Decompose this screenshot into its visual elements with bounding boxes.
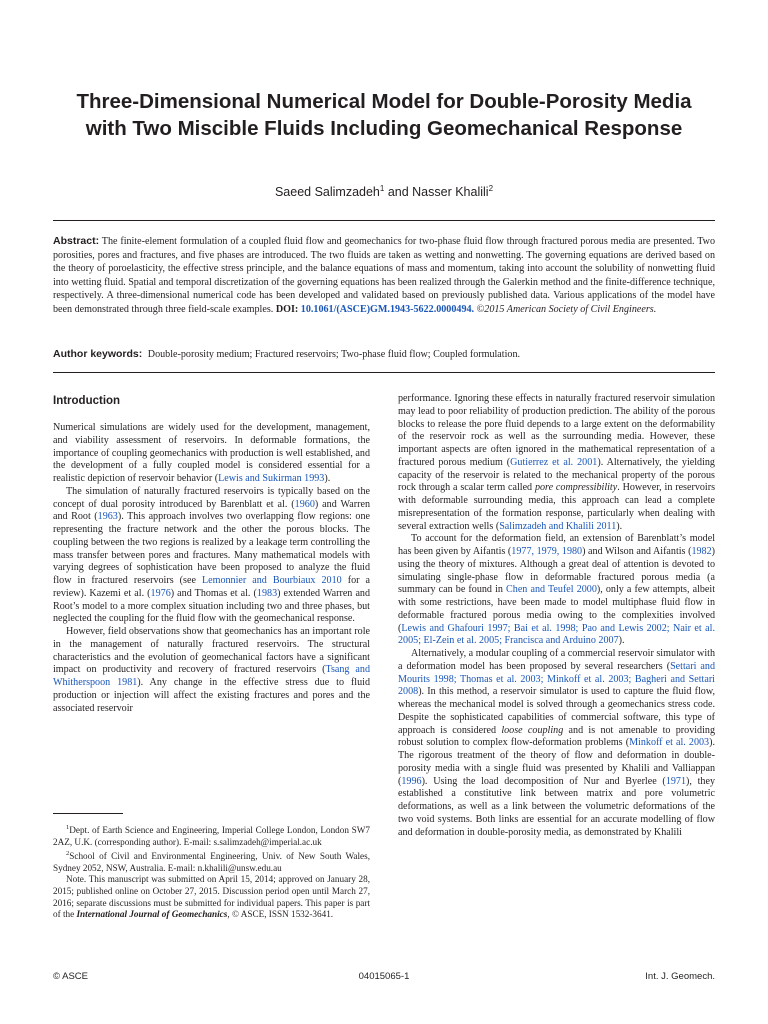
divider-top (53, 220, 715, 221)
citation-link[interactable]: 1963 (97, 511, 118, 523)
left-paragraph-2 (53, 486, 370, 626)
text-run: ) and Warren and Root ( (53, 498, 370, 523)
author-line (0, 181, 768, 200)
text-run: However, field observations show that geomechanics has an important role in the management of naturally fractured reservoirs. The structural characteristics and the evolution of geomechanical factors have a significant impact on productivity and recovery of fractured reservoirs ( (53, 626, 370, 676)
text-run: for a review). Kazemi et al. ( (53, 575, 370, 599)
right-paragraph-2 (398, 533, 715, 648)
abstract-body: The finite-element formulation of a coupled fluid flow and geomechanics for two-phase fluid flow through fractured porous media are presented. Two porosities, pores and fractures, and five phases are introduced. The two fluids are taken as wetting and nonwetting. The governing equations are derived based on the theory of poroelasticity, the effective stress principle, and the balance equations of mass and momentum, taking into account the solubility of nonwetting fluid into wetting fluid. Spatial and temporal discretization of the governing equations has been realized through the Galerkin method and the finite-difference technique, respectively. A three-dimensional numerical code has been developed and validated based on previously published data. Various applications of the model have been demonstrated through three field-scale examples. (53, 236, 715, 315)
abstract-label: Abstract: (53, 235, 100, 247)
citation-link[interactable]: 1971 (665, 775, 686, 787)
text-run: The simulation of naturally fractured reservoirs is typically based on the concept of dual porosity introduced by Barenblatt et al. ( (53, 485, 370, 510)
text-run: ). In this method, a reservoir simulator is used to capture the fluid flow, whereas the mechanical model is solved through a geomechanics stress code. Despite the sophisticated capabilities of commercial software, this type of approach is considered (398, 686, 715, 736)
text-run: ) extended Warren and Root’s model to a more complex situation including two and three phases, but neglected the coupling for the fluid flow with the geomechanical response. (53, 587, 371, 625)
citation-link[interactable]: 1976 (150, 587, 171, 599)
author-conjunction: and (384, 185, 413, 199)
footnote-marker: 2 (66, 850, 70, 858)
footnote-text: Dept. of Earth Science and Engineering, Imperial College London, London SW7 2AZ, U.K. (corresponding author). E-mail: s.salimzadeh@imperial.ac.uk (53, 825, 370, 847)
citation-link[interactable]: Lewis and Ghafouri 1997; Bai et al. 1998; Pao and Lewis 2002; Nair et al. 2005; El-Zein et al. 2005; Francisca and Arduino 2007 (398, 622, 715, 647)
emphasis: loose coupling (501, 724, 564, 736)
footer-publisher: © ASCE (53, 971, 88, 982)
author-2-affil: 2 (488, 184, 494, 193)
text-run: ) and Wilson and Aifantis ( (582, 546, 692, 557)
text-run: ). Alternatively, the yielding capacity of the reservoir is related to the mechanical property of the porous rock through a scalar term called (398, 456, 715, 494)
citation-link[interactable]: Salimzadeh and Khalili 2011 (499, 520, 617, 532)
footnote-rule (53, 813, 123, 814)
text-run: Alternatively, a modular coupling of a commercial reservoir simulator with a deformation model has been proposed by several researchers ( (398, 648, 715, 672)
section-heading-introduction: Introduction (53, 395, 121, 407)
right-paragraph-1 (398, 393, 715, 533)
keywords-text: Double-porosity medium; Fractured reservoirs; Two-phase fluid flow; Coupled formulation. (147, 349, 521, 360)
left-column (53, 393, 370, 715)
text-run: ). This approach involves two overlapping flow regions: one representing the fracture network and the other the porous blocks. The coupling between the two regions is realized by a leakage term controlling the mass transfer between pores and fractures. Many mathematical models with varying degrees of sophistication have been proposed to analyze the fluid flow in fractured reservoirs (see (53, 511, 370, 586)
author-1: Saeed Salimzadeh (274, 185, 380, 199)
text-run: ), they established a constitutive link between matrix and pore volumetric deformations, as well as a link between the volumetric deformations of the two void systems. Both links are essential for an accurate modelling of flow and deformation in double-porosity media, as demonstrated by Khalili (398, 775, 716, 838)
citation-link[interactable]: 1983 (256, 587, 278, 599)
text-run: and is not amenable to providing robust solution to complex flow-deformation problems ( (398, 724, 716, 749)
text-run: Numerical simulations are widely used for the development, management, and viability assessment of reservoirs. In deformable formations, the importance of coupling geomechanics with production is well established, and the development of a fully coupled model is considered essential for a realistic depiction of reservoir behavior ( (53, 422, 370, 484)
footer-article-number: 04015065-1 (358, 971, 410, 982)
author-1-affil: 1 (379, 184, 385, 193)
citation-link[interactable]: 1960 (294, 498, 315, 510)
citation-link[interactable]: Settari and Mourits 1998; Thomas et al. 2003; Minkoff et al. 2003; Bagheri and Settari 2008 (398, 660, 715, 698)
author-2: Nasser Khalili (412, 185, 489, 199)
footnote-1 (53, 822, 370, 848)
citation-link[interactable]: Tsang and Whitherspoon 1981 (53, 664, 370, 688)
text-run: ). (616, 520, 623, 532)
text-run: ) and Thomas et al. ( (170, 587, 257, 599)
text-run: ) using the theory of mixtures. Although a great deal of attention is devoted to simulating single-phase flow in deformable fractured porous media (a summary can be found in (398, 546, 716, 596)
citation-link[interactable]: 1982 (691, 546, 712, 557)
text-run: ). The rigorous treatment of the theory of flow and deformation in double-porosity media with a single fluid was presented by Khalili and Valliappan ( (398, 737, 715, 787)
text-run: ). Any change in the effective stress due to fluid production or injection will affect the existing fractures and pores and the associated reservoir (53, 677, 370, 714)
text-run: . However, in reservoirs with deformable surrounding media, this approach can lead a complete misrepresentation of the formation response, particularly when dealing with several extraction wells ( (398, 482, 716, 532)
author-keywords (53, 348, 715, 362)
submission-note (53, 874, 370, 920)
emphasis: pore compressibility (534, 482, 618, 494)
text-run: ). (618, 635, 625, 647)
text-run: To account for the deformation field, an extension of Barenblatt’s model has been given by Aifantis ( (398, 533, 715, 557)
text-run: ). Using the load decomposition of Nur and Byerlee ( (421, 775, 666, 787)
doi-label: DOI: (275, 303, 299, 315)
note-text: Note. This manuscript was submitted on April 15, 2014; approved on January 28, 2015; published online on October 27, 2015. Discussion period open until March 27, 2016; separate discussions must be submitted for individual papers. This paper is part of the (53, 874, 370, 920)
citation-link[interactable]: Minkoff et al. 2003 (629, 737, 710, 749)
left-paragraph-1 (53, 422, 370, 486)
footer-journal: Int. J. Geomech. (645, 971, 715, 982)
footnote-marker: 1 (66, 824, 70, 831)
text-run: ). (324, 473, 331, 484)
citation-link[interactable]: Chen and Teufel 2000 (506, 584, 597, 596)
text-run: performance. Ignoring these effects in naturally fractured reservoir simulation may lead to poor reliability of production prediction. The ability of the porous blocks to release the pore fluid depends to a large extent on the deformability of the reservoir rock as well as the surrounding media. However, these important aspects are often ignored in the mathematical representation of a fractured porous medium ( (398, 393, 715, 468)
doi-link[interactable]: 10.1061/(ASCE)GM.1943-5622.0000494. (300, 303, 475, 315)
citation-link[interactable]: Lemonnier and Bourbiaux 2010 (201, 575, 342, 586)
footnote-text: School of Civil and Environmental Engineering, Univ. of New South Wales, Sydney 2052, NSW, Australia. E-mail: n.khalili@unsw.edu.au (53, 851, 370, 873)
copyright-line: ©2015 American Society of Civil Engineers. (476, 303, 657, 315)
journal-name: International Journal of Geomechanics (76, 909, 228, 920)
divider-bottom (53, 372, 715, 373)
footnotes (53, 822, 370, 921)
right-column (398, 393, 715, 839)
citation-link[interactable]: 1996 (401, 775, 422, 787)
citation-link[interactable]: Lewis and Sukirman 1993 (218, 473, 325, 484)
citation-link[interactable]: Gutierrez et al. 2001 (510, 456, 598, 468)
footnote-2 (53, 848, 370, 874)
text-run: ), only a few attempts, albeit with some restrictions, have been made to model multiphase fluid flow in deformable fractured porous media owing to the complexities involved ( (398, 584, 716, 634)
abstract (53, 235, 715, 316)
note-text: , © ASCE, ISSN 1532-3641. (227, 909, 334, 920)
right-paragraph-3 (398, 648, 715, 839)
paper-title: Three-Dimensional Numerical Model for Double-Porosity Media with Two Miscible Fluids Including Geomechanical Response (76, 90, 692, 140)
keywords-label: Author keywords: (53, 348, 143, 360)
left-paragraph-3 (53, 626, 370, 715)
citation-link[interactable]: 1977, 1979, 1980 (511, 546, 583, 557)
